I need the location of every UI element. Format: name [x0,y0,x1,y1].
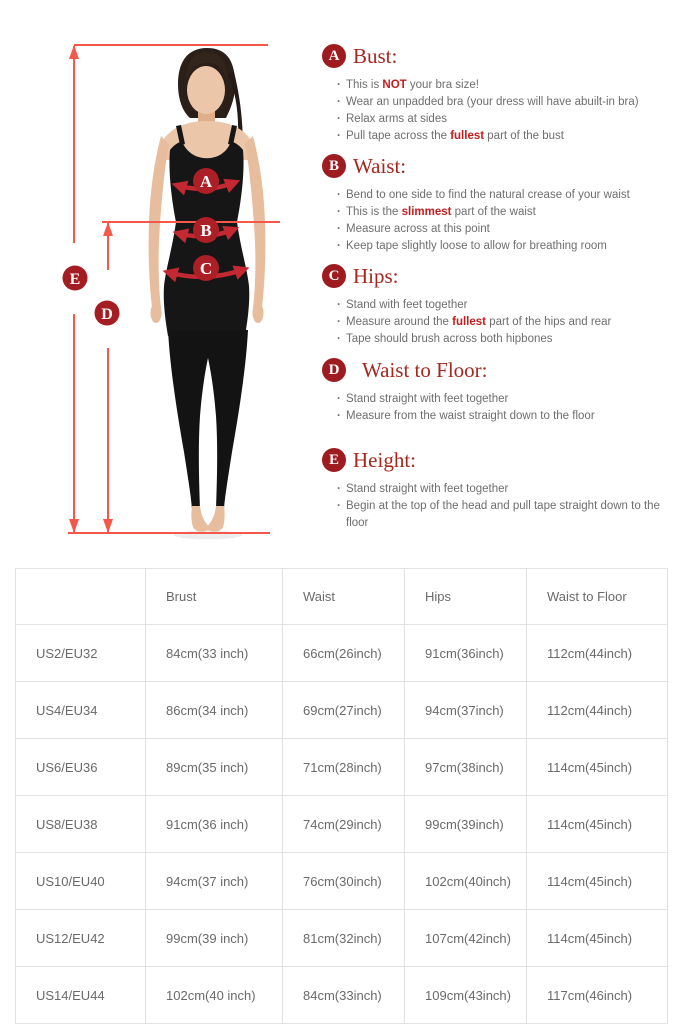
measurement-cell: 91cm(36inch) [405,625,527,682]
column-header: Waist to Floor [527,569,668,625]
measurement-cell: 84cm(33 inch) [146,625,283,682]
measurement-cell: 74cm(29inch) [283,796,405,853]
instruction-bullet: · Measure around the fullest part of the hips and rear [337,314,669,331]
measurement-cell: 102cm(40 inch) [146,967,283,1024]
badge-b-letter: B [328,157,339,174]
marker-a-badge [193,168,219,194]
badge-e-letter: E [328,451,339,468]
size-label-cell: US10/EU40 [16,853,146,910]
marker-b-badge [193,217,219,243]
size-chart-body [16,625,668,1024]
measurement-cell: 89cm(35 inch) [146,739,283,796]
column-header [16,569,146,625]
instruction-bullet: · Wear an unpadded bra (your dress will have abuilt-in bra) [337,94,669,111]
instruction-bullet: · Begin at the top of the head and pull tape straight down to the floor [337,498,669,532]
instruction-bullet: · This is NOT your bra size! [337,77,669,94]
marker-e-badge [63,266,88,291]
measurement-cell: 81cm(32inch) [283,910,405,967]
size-row [16,910,668,967]
badge-c [322,264,346,288]
section-hips [315,262,669,348]
marker-d-letter: D [101,306,113,323]
measurement-cell: 114cm(45inch) [527,853,668,910]
size-label-cell: US8/EU38 [16,796,146,853]
instruction-bullet: · Relax arms at sides [337,111,669,128]
section-hips-header [315,262,669,290]
measurement-cell: 107cm(42inch) [405,910,527,967]
size-row [16,682,668,739]
section-waist-to-floor-bullets [315,391,669,425]
instruction-bullet: · Bend to one side to find the natural crease of your waist [337,187,669,204]
section-height [315,446,669,532]
measurement-figure [0,0,340,560]
instruction-bullet: · Stand straight with feet together [337,481,669,498]
size-chart [15,568,667,1024]
section-height-title: Height: [353,447,416,472]
measurement-cell: 112cm(44inch) [527,682,668,739]
measurement-cell: 112cm(44inch) [527,625,668,682]
measurement-cell: 94cm(37inch) [405,682,527,739]
marker-c-letter: C [199,259,213,278]
section-hips-title: Hips: [353,263,399,288]
section-bust-bullets [315,77,669,145]
marker-d-badge [95,301,120,326]
size-chart-head [16,569,668,625]
instruction-bullet: · Keep tape slightly loose to allow for breathing room [337,238,669,255]
marker-a-letter: A [199,172,213,191]
measurement-cell: 71cm(28inch) [283,739,405,796]
size-label-cell: US4/EU34 [16,682,146,739]
measurement-cell: 99cm(39 inch) [146,910,283,967]
section-height-bullets [315,481,669,532]
size-row [16,967,668,1024]
badge-a-letter: A [328,47,340,64]
badge-e [322,448,346,472]
badge-b [322,154,346,178]
instruction-bullet: · Tape should brush across both hipbones [337,331,669,348]
section-bust-header [315,42,669,70]
size-label-cell: US12/EU42 [16,910,146,967]
column-header: Brust [146,569,283,625]
size-row [16,739,668,796]
section-waist-title: Waist: [353,153,407,178]
measurement-cell: 66cm(26inch) [283,625,405,682]
badge-a [322,44,346,68]
model-silhouette [149,48,266,540]
section-waist-to-floor-title: Waist to Floor: [362,357,488,382]
badge-d-letter: D [328,361,340,378]
size-chart-header-row [16,569,668,625]
measurement-cell: 91cm(36 inch) [146,796,283,853]
marker-c-badge [193,255,219,281]
badge-c-letter: C [328,267,340,284]
size-row [16,853,668,910]
instruction-bullet: · Stand straight with feet together [337,391,669,408]
section-bust-title: Bust: [353,43,398,68]
badge-d [322,358,346,382]
measurement-cell: 117cm(46inch) [527,967,668,1024]
marker-e-letter: E [69,271,81,288]
size-label-cell: US2/EU32 [16,625,146,682]
size-label-cell: US14/EU44 [16,967,146,1024]
column-header: Waist [283,569,405,625]
size-label-cell: US6/EU36 [16,739,146,796]
measurement-cell: 94cm(37 inch) [146,853,283,910]
section-waist-to-floor [315,356,669,425]
section-waist [315,152,669,255]
section-bust [315,42,669,145]
measurement-cell: 109cm(43inch) [405,967,527,1024]
section-waist-header [315,152,669,180]
instruction-bullet: · Stand with feet together [337,297,669,314]
section-height-header [315,446,669,474]
measurement-cell: 114cm(45inch) [527,739,668,796]
measurement-cell: 86cm(34 inch) [146,682,283,739]
measurement-cell: 102cm(40inch) [405,853,527,910]
measurement-cell: 69cm(27inch) [283,682,405,739]
measurement-cell: 97cm(38inch) [405,739,527,796]
size-row [16,625,668,682]
instruction-bullet: · Measure from the waist straight down to the floor [337,408,669,425]
measurement-cell: 84cm(33inch) [283,967,405,1024]
section-waist-bullets [315,187,669,255]
instruction-bullet: · Pull tape across the fullest part of the bust [337,128,669,145]
section-waist-to-floor-header [315,356,669,384]
column-header: Hips [405,569,527,625]
model-figure-illustration [0,0,340,560]
measurement-cell: 99cm(39inch) [405,796,527,853]
measurement-cell: 76cm(30inch) [283,853,405,910]
section-hips-bullets [315,297,669,348]
instruction-bullet: · Measure across at this point [337,221,669,238]
measurement-cell: 114cm(45inch) [527,910,668,967]
measurement-cell: 114cm(45inch) [527,796,668,853]
size-chart-table [15,568,668,1024]
instruction-bullet: · This is the slimmest part of the waist [337,204,669,221]
size-row [16,796,668,853]
marker-b-letter: B [200,221,212,240]
